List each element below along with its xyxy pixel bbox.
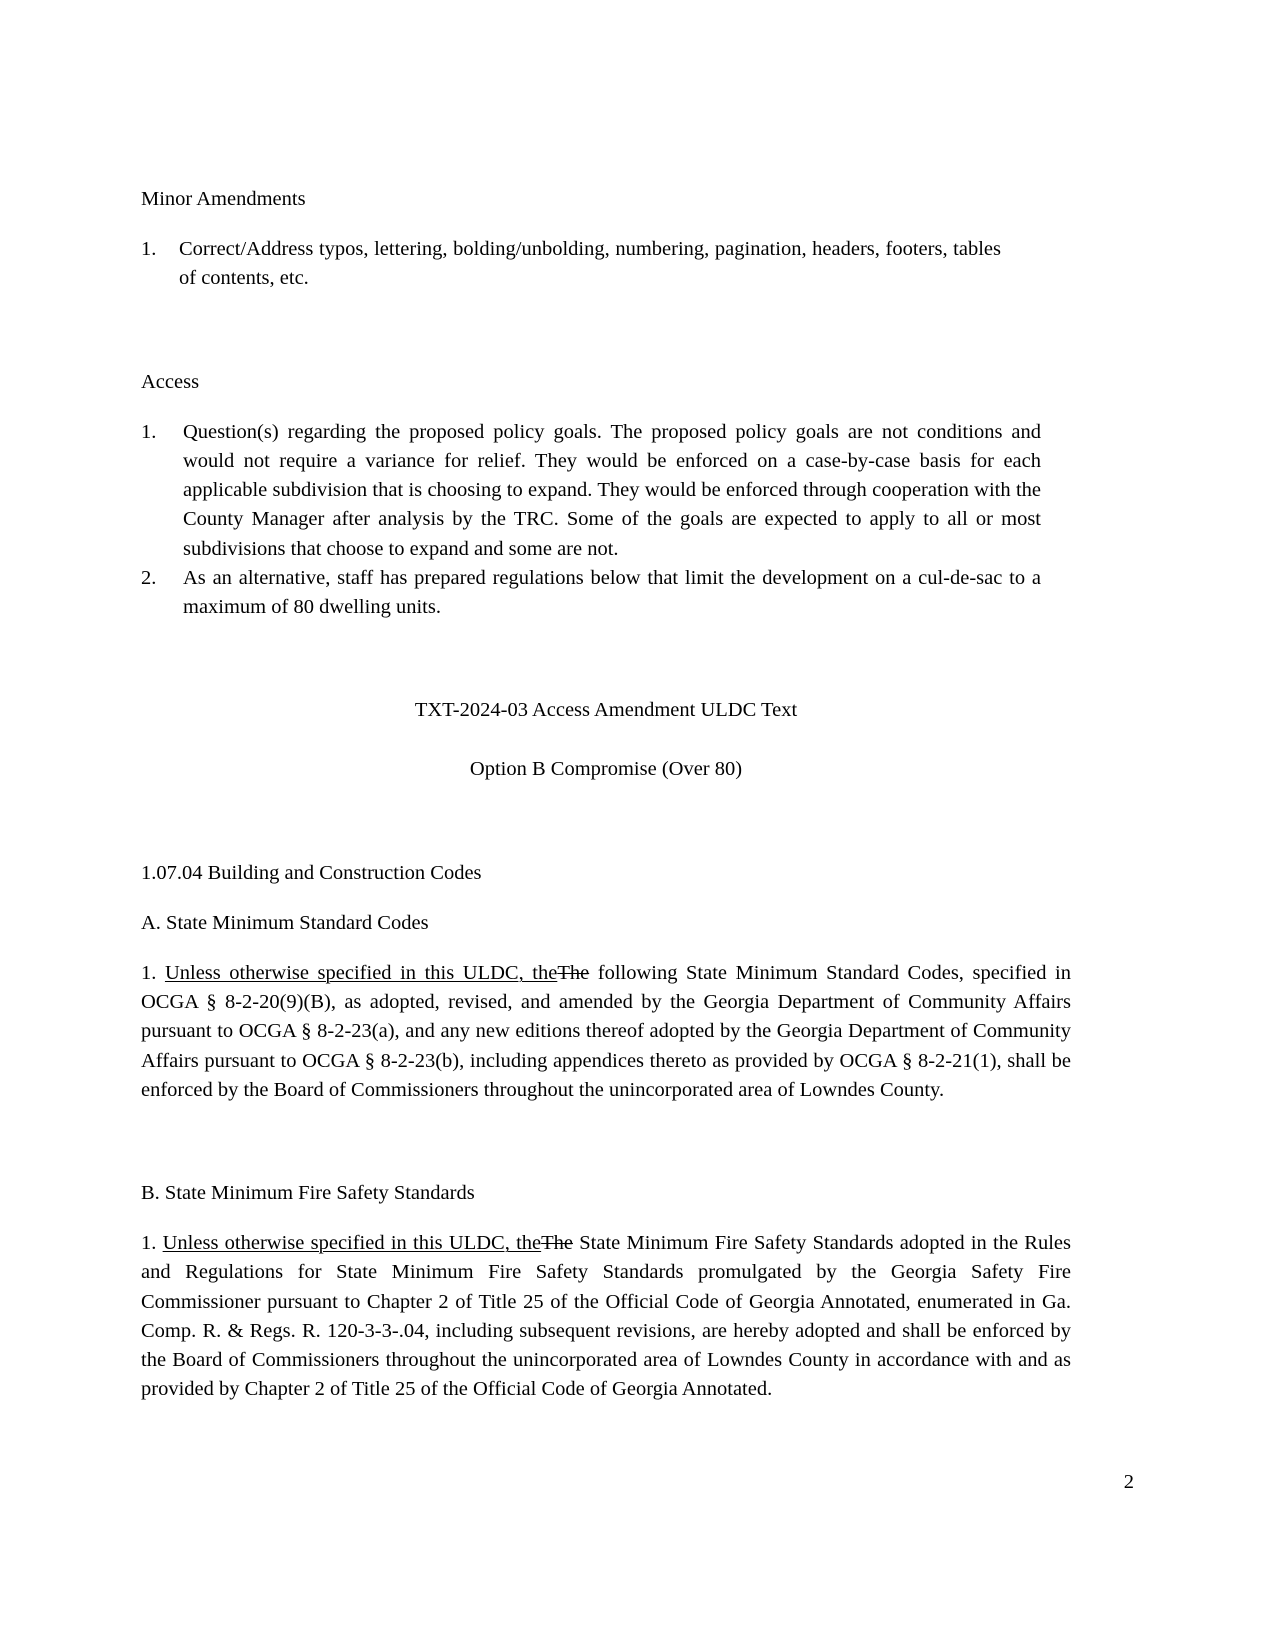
paragraph-marker: 1. — [141, 962, 157, 985]
inserted-text: Unless otherwise specified in this ULDC, the — [162, 1232, 542, 1255]
spacer — [141, 888, 1071, 909]
spacer — [141, 294, 1071, 368]
spacer — [141, 1208, 1071, 1229]
list-item-marker: 1. — [141, 238, 157, 261]
list-item-marker: 2. — [141, 566, 157, 589]
list-item-text: Question(s) regarding the proposed policy goals. The proposed policy goals are not conditions and would not require a variance for relief. They would be enforced on a case-by-case basis for each applicable subdivision that is choosing to expand. They would be enforced through cooperation with the County Manager after analysis by the TRC. Some of the goals are expected to apply to all or most subdivisions that choose to expand and some are not. — [183, 420, 1041, 560]
spacer — [141, 785, 1071, 859]
subsection-b-heading: B. State Minimum Fire Safety Standards — [141, 1182, 475, 1205]
spacer — [141, 938, 1071, 959]
subsection-b-paragraph-1 — [141, 1229, 1071, 1404]
list-item — [141, 418, 1041, 564]
spacer — [141, 397, 1071, 418]
spacer — [141, 622, 1071, 696]
subsection-a-heading: A. State Minimum Standard Codes — [141, 911, 429, 934]
inserted-text: Unless otherwise specified in this ULDC, the — [164, 962, 558, 985]
list-item-text: Correct/Address typos, lettering, bolding/unbolding, numbering, pagination, headers, footers, tables of contents, etc. — [179, 238, 1001, 290]
spacer — [141, 214, 1071, 235]
space — [156, 962, 165, 984]
paragraph-body: State Minimum Fire Safety Standards adopted in the Rules and Regulations for State Minimum Fire Safety Standards promulgated by the Georgia Safety Fire Commissioner pursuant to Chapter 2 of Title 25 of the Official Code of Georgia Annotated, enumerated in Ga. Comp. R. & Regs. R. 120-3-3-.04, including subsequent revisions, are hereby adopted and shall be enforced by the Board of Commissioners throughout the unincorporated area of Lowndes County in accordance with and as provided by Chapter 2 of Title 25 of the Official Code of Georgia Annotated. — [141, 1232, 1072, 1401]
minor-amendments-heading: Minor Amendments — [141, 188, 306, 210]
page-number: 2 — [1123, 1471, 1134, 1493]
spacer — [141, 1105, 1071, 1179]
page-content — [141, 185, 1071, 1404]
paragraph-marker: 1. — [141, 1232, 157, 1255]
amendment-title: TXT-2024-03 Access Amendment ULDC Text — [414, 699, 798, 722]
list-item — [141, 235, 1001, 293]
spacer — [141, 725, 1071, 755]
amendment-subtitle: Option B Compromise (Over 80) — [469, 758, 743, 781]
deleted-text: The — [541, 1232, 573, 1255]
subsection-a-paragraph-1 — [141, 959, 1071, 1105]
paragraph-body: following State Minimum Standard Codes, specified in OCGA § 8-2-20(9)(B), as adopted, revised, and amended by the Georgia Department of Community Affairs pursuant to OCGA § 8-2-23(a), and any new editions thereof adopted by the Georgia Department of Community Affairs pursuant to OCGA § 8-2-23(b), including appendices thereto as provided by OCGA § 8-2-21(1), shall be enforced by the Board of Commissioners throughout the unincorporated area of Lowndes County. — [141, 962, 1071, 1101]
access-heading: Access — [141, 370, 200, 393]
code-section-heading: 1.07.04 Building and Construction Codes — [141, 861, 482, 884]
minor-amendments-list — [141, 235, 1001, 293]
list-item — [141, 564, 1041, 622]
list-item-marker: 1. — [141, 420, 157, 443]
list-item-text: As an alternative, staff has prepared regulations below that limit the development on a cul-de-sac to a maximum of 80 dwelling units. — [183, 566, 1041, 619]
access-list — [141, 418, 1041, 622]
deleted-text: The — [557, 962, 590, 985]
